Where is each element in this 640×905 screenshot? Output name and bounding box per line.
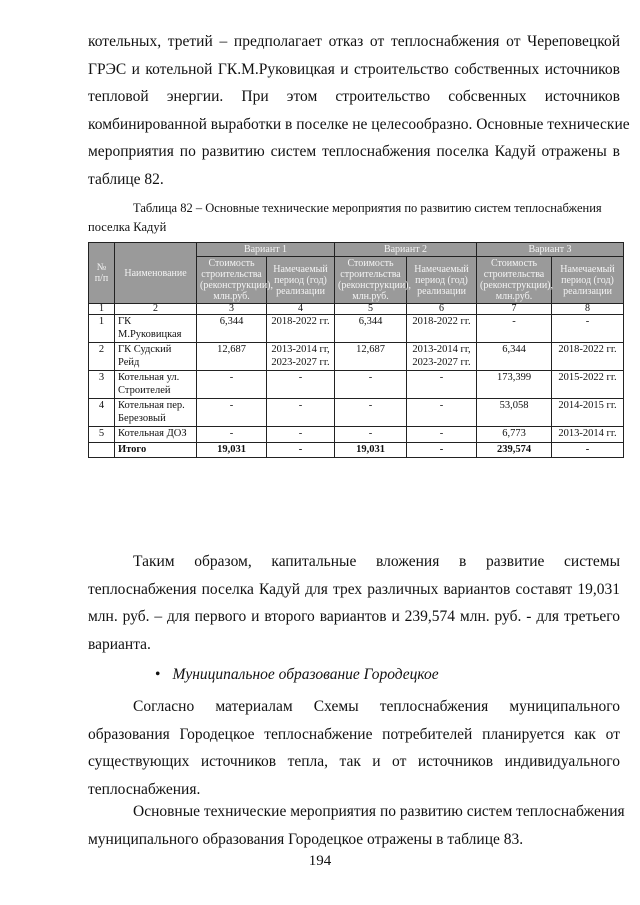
text-line: Таким образом, капитальные вложения в развитие системы <box>133 553 620 570</box>
column-number-row <box>89 304 624 315</box>
cell-cost: - <box>335 399 407 427</box>
col-number: 4 <box>267 304 335 315</box>
table-caption <box>88 199 620 237</box>
cell-name: Котельная пер. Березовый <box>115 399 197 427</box>
cell-cost: - <box>197 427 267 443</box>
cell-cost: - <box>335 371 407 399</box>
header-num: № п/п <box>89 243 115 304</box>
text-line: комбинированной выработки в поселке не целесообразно. Основные технические <box>88 115 630 133</box>
cell-period: 2018-2022 гг. <box>407 315 477 343</box>
cell-cost: - <box>197 371 267 399</box>
text-line: варианта. <box>88 635 151 653</box>
cell-cost: - <box>477 315 552 343</box>
header-cost: Стоимость строительства (реконструкции), млн.руб. <box>197 257 267 304</box>
cell-cost: - <box>197 399 267 427</box>
cell-cost: 12,687 <box>197 343 267 371</box>
col-number: 3 <box>197 304 267 315</box>
caption-line: Таблица 82 – Основные технические мероприятия по развитию систем теплоснабжения <box>133 201 602 215</box>
text-line: муниципального образования Городецкое отражены в таблице 83. <box>88 830 524 848</box>
table-row <box>89 427 624 443</box>
cell-period: - <box>407 427 477 443</box>
paragraph-summary <box>88 548 620 658</box>
cell-name: ГК Судский Рейд <box>115 343 197 371</box>
cell-cost: 6,344 <box>335 315 407 343</box>
cell-period: - <box>407 371 477 399</box>
cell-num: 3 <box>89 371 115 399</box>
cell-period: 2015-2022 гг. <box>552 371 624 399</box>
header-name: Наименование <box>115 243 197 304</box>
cell-num: 4 <box>89 399 115 427</box>
cell-period: 2018-2022 гг. <box>552 343 624 371</box>
cell-num: 2 <box>89 343 115 371</box>
header-variant-2: Вариант 2 <box>335 243 477 257</box>
table-82 <box>88 242 624 458</box>
text-line: теплоснабжения. <box>88 780 201 798</box>
total-cost: 239,574 <box>477 442 552 458</box>
cell-name: Котельная ДОЗ <box>115 427 197 443</box>
text-line: мероприятия по развитию систем теплоснабжения поселка Кадуй отражены в <box>88 143 620 160</box>
cell-name: ГК М.Руковицкая <box>115 315 197 343</box>
text-line: теплоснабжения поселка Кадуй для трех различных вариантов составят 19,031 <box>88 580 620 598</box>
col-number: 1 <box>89 304 115 315</box>
table-row <box>89 371 624 399</box>
cell-num: 5 <box>89 427 115 443</box>
text-line: Основные технические мероприятия по развитию систем теплоснабжения <box>133 803 625 820</box>
total-period: - <box>407 442 477 458</box>
cell-num <box>89 442 115 458</box>
text-line: таблице 82. <box>88 170 164 188</box>
cell-cost: 6,344 <box>197 315 267 343</box>
cell-period: - <box>267 371 335 399</box>
cell-name: Котельная ул. Строителей <box>115 371 197 399</box>
paragraph-intro <box>88 28 630 193</box>
section-bullet <box>155 666 439 684</box>
header-period: Намечаемый период (год) реализации <box>407 257 477 304</box>
text-line: ГРЭС и котельной ГК.М.Руковицкая и строительство собственных источников <box>88 60 620 78</box>
cell-cost: 12,687 <box>335 343 407 371</box>
caption-line: поселка Кадуй <box>88 220 167 234</box>
col-number: 5 <box>335 304 407 315</box>
table-row <box>89 399 624 427</box>
text-line: млн. руб. – для первого и второго вариантов и 239,574 млн. руб. - для третьего <box>88 608 620 625</box>
text-line: образования Городецкое теплоснабжение потребителей планируется как от <box>88 725 620 743</box>
header-row <box>89 243 624 257</box>
section-title: Муниципальное образование Городецкое <box>172 666 439 683</box>
cell-period: - <box>407 399 477 427</box>
total-label: Итого <box>115 442 197 458</box>
total-cost: 19,031 <box>197 442 267 458</box>
header-cost: Стоимость строительства (реконструкции), млн.руб. <box>477 257 552 304</box>
cell-cost: 53,058 <box>477 399 552 427</box>
col-number: 7 <box>477 304 552 315</box>
cell-cost: 6,344 <box>477 343 552 371</box>
cell-cost: 6,773 <box>477 427 552 443</box>
cell-num: 1 <box>89 315 115 343</box>
paragraph-gorodetskoe <box>88 693 620 803</box>
header-cost: Стоимость строительства (реконструкции), млн.руб. <box>335 257 407 304</box>
text-line: тепловой энергии. При этом строительство собсвенных источников <box>88 88 620 105</box>
cell-period: - <box>267 399 335 427</box>
cell-period: - <box>267 427 335 443</box>
cell-period: - <box>552 315 624 343</box>
header-period: Намечаемый период (год) реализации <box>552 257 624 304</box>
table-row <box>89 315 624 343</box>
cell-cost: 173,399 <box>477 371 552 399</box>
cell-period: 2013-2014 гг, 2023-2027 гг. <box>267 343 335 371</box>
col-number: 2 <box>115 304 197 315</box>
cell-cost: - <box>335 427 407 443</box>
cell-period: 2013-2014 гг. <box>552 427 624 443</box>
total-period: - <box>552 442 624 458</box>
cell-period: 2018-2022 гг. <box>267 315 335 343</box>
cell-period: 2014-2015 гг. <box>552 399 624 427</box>
total-period: - <box>267 442 335 458</box>
header-variant-3: Вариант 3 <box>477 243 624 257</box>
text-line: Согласно материалам Схемы теплоснабжения муниципального <box>133 698 620 715</box>
bullet-icon: • <box>155 666 161 683</box>
col-number: 8 <box>552 304 624 315</box>
total-row <box>89 442 624 458</box>
header-period: Намечаемый период (год) реализации <box>267 257 335 304</box>
page-number: 194 <box>308 853 332 869</box>
total-cost: 19,031 <box>335 442 407 458</box>
table-row <box>89 343 624 371</box>
header-variant-1: Вариант 1 <box>197 243 335 257</box>
text-line: существующих источников тепла, так и от источников индивидуального <box>88 753 620 770</box>
cell-period: 2013-2014 гг, 2023-2027 гг. <box>407 343 477 371</box>
text-line: котельных, третий – предполагает отказ от теплоснабжения от Череповецкой <box>88 33 620 50</box>
paragraph-table-ref <box>88 798 625 853</box>
col-number: 6 <box>407 304 477 315</box>
